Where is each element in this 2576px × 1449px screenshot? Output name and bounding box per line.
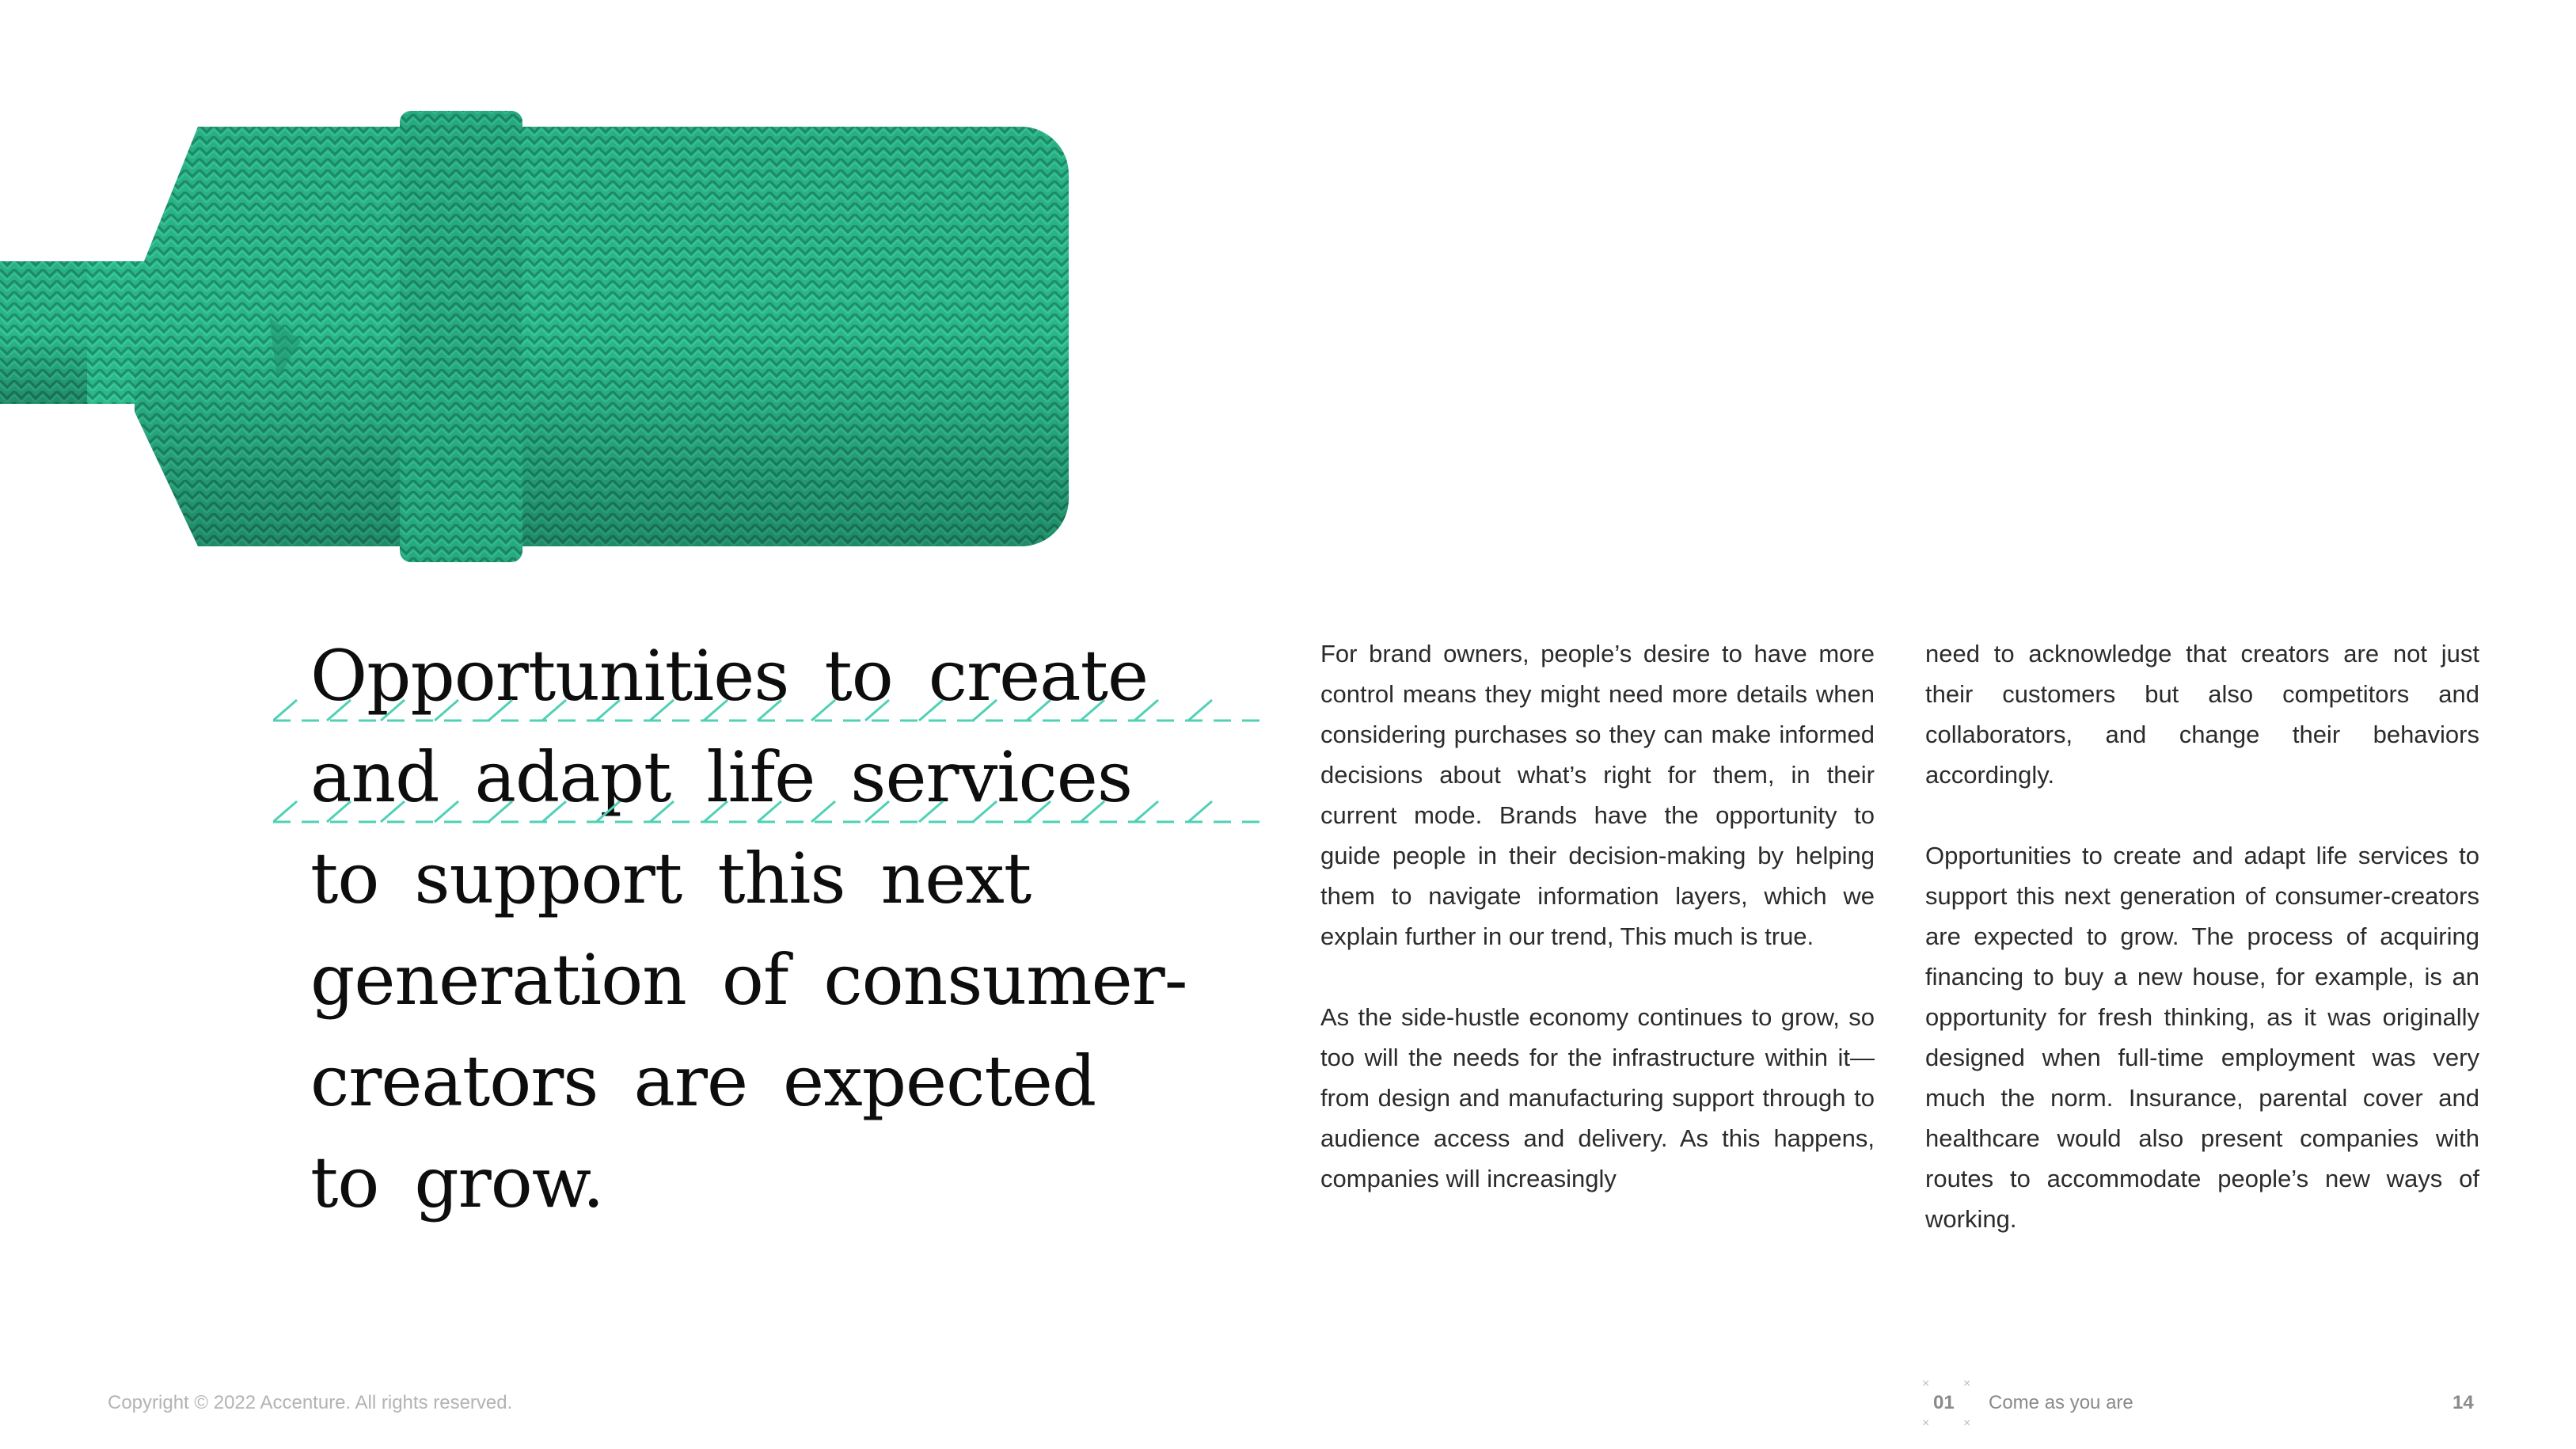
body-paragraph: need to acknowledge that creators are not just their customers but also competitors and collaborators, and change their behaviors accordingly. bbox=[1925, 640, 2479, 789]
cross-mark-icon: × bbox=[1922, 1377, 1930, 1390]
headline-line: Opportunities to create bbox=[310, 635, 1149, 717]
body-paragraph: For brand owners, people’s desire to have more control means they might need more details when considering purchases so they can make informed decisions about what’s right for them, in their current mode. Brands have the opportunity to guide people in their decision-making by helping them to navigate information layers, which we explain further in our trend, This much is true. bbox=[1320, 640, 1875, 950]
body-paragraph: Opportunities to create and adapt life services to support this next generation of consumer-creators are expected to grow. The process of acquiring financing to buy a new house, for example, is an opportunity for fresh thinking, as it was originally designed when full-time employment was very much the norm. Insurance, parental cover and healthcare would also present companies with routes to accommodate people’s new ways of working. bbox=[1925, 842, 2479, 1233]
body-column-1 bbox=[1320, 633, 1875, 1199]
cross-mark-icon: × bbox=[1922, 1417, 1930, 1430]
headline-line: to support this next bbox=[310, 838, 1032, 919]
headline-line: creators are expected bbox=[310, 1040, 1096, 1122]
headline-line: to grow. bbox=[310, 1142, 604, 1223]
headline-line: and adapt life services bbox=[310, 736, 1132, 818]
body-column-2 bbox=[1925, 633, 2479, 1239]
page-number: 14 bbox=[2453, 1392, 2474, 1413]
dash-underline-decoration bbox=[273, 697, 1263, 728]
chapter-number: 01 bbox=[1933, 1392, 1955, 1413]
copyright-text: Copyright © 2022 Accenture. All rights reserved. bbox=[108, 1392, 513, 1413]
chapter-marker bbox=[1922, 1378, 1973, 1428]
dash-underline-decoration bbox=[273, 798, 1263, 830]
knitted-device-photo bbox=[0, 103, 1077, 570]
section-title[interactable]: Come as you are bbox=[1989, 1392, 2133, 1413]
cross-mark-icon: × bbox=[1963, 1417, 1971, 1430]
cross-mark-icon: × bbox=[1963, 1377, 1971, 1390]
body-paragraph: As the side-hustle economy continues to grow, so too will the needs for the infrastructure within it—from design and manufacturing support through to audience access and delivery. As this happens, companies will increasingly bbox=[1320, 1003, 1875, 1192]
headline-line: generation of consumer- bbox=[310, 939, 1187, 1021]
